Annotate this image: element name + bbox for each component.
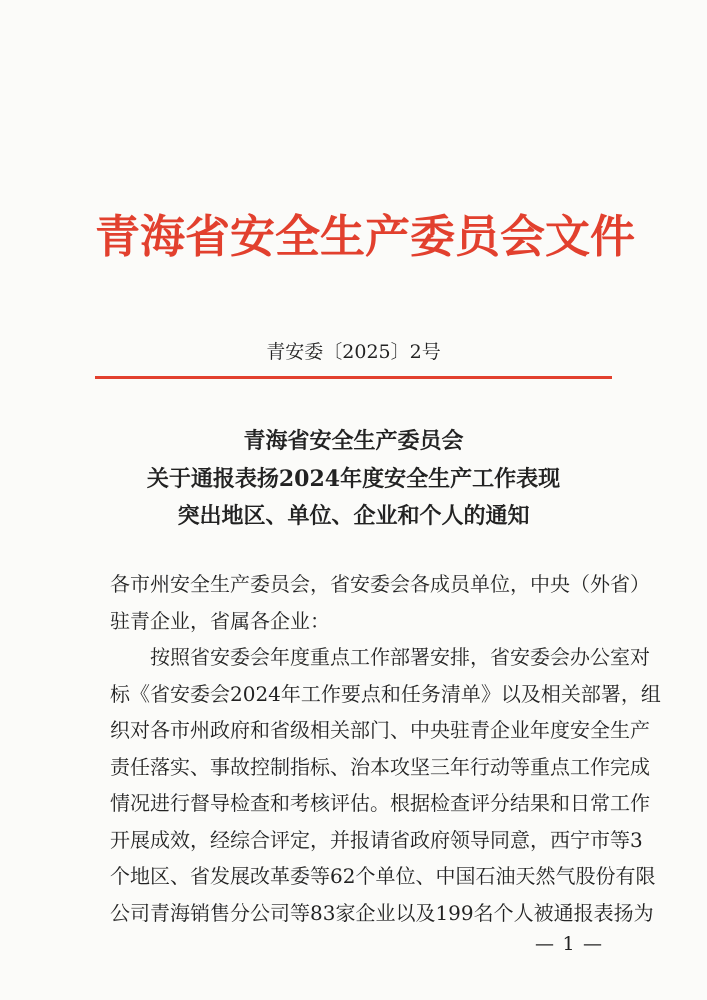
- body-text: [110, 566, 661, 931]
- body-line: 织对各市州政府和省级相关部门、中央驻青企业年度安全生产: [110, 718, 650, 742]
- notice-title: [0, 423, 707, 536]
- body-line: 开展成效，经综合评定，并报请省政府领导同意，西宁市等3: [110, 827, 643, 852]
- body-line: 标《省安委会2024年工作要点和任务清单》以及相关部署，组: [110, 681, 661, 706]
- body-line: 个地区、省发展改革委等62个单位、中国石油天然气股份有限: [110, 864, 656, 888]
- body-line: 责任落实、事故控制指标、治本攻坚三年行动等重点工作完成: [110, 754, 650, 779]
- title-line: 突出地区、单位、企业和个人的通知: [177, 503, 530, 529]
- body-line: 按照省安委会年度重点工作部署安排，省安委会办公室对: [110, 645, 650, 669]
- document-number: 青安委〔2025〕2号: [266, 341, 441, 363]
- page-number: — 1 —: [535, 933, 602, 955]
- body-line: 驻青企业，省属各企业：: [110, 608, 330, 633]
- document-header-title: 青海省安全生产委员会文件: [95, 210, 636, 263]
- title-line: 关于通报表扬2024年度安全生产工作表现: [146, 465, 561, 492]
- body-line: 情况进行督导检查和考核评估。根据检查评分结果和日常工作: [110, 791, 650, 815]
- red-divider: [95, 376, 612, 379]
- body-line: 公司青海销售分公司等83家企业以及199名个人被通报表扬为: [110, 900, 654, 925]
- body-line: 各市州安全生产委员会，省安委会各成员单位，中央（外省）: [110, 572, 650, 596]
- title-line: 青海省安全生产委员会: [243, 428, 464, 454]
